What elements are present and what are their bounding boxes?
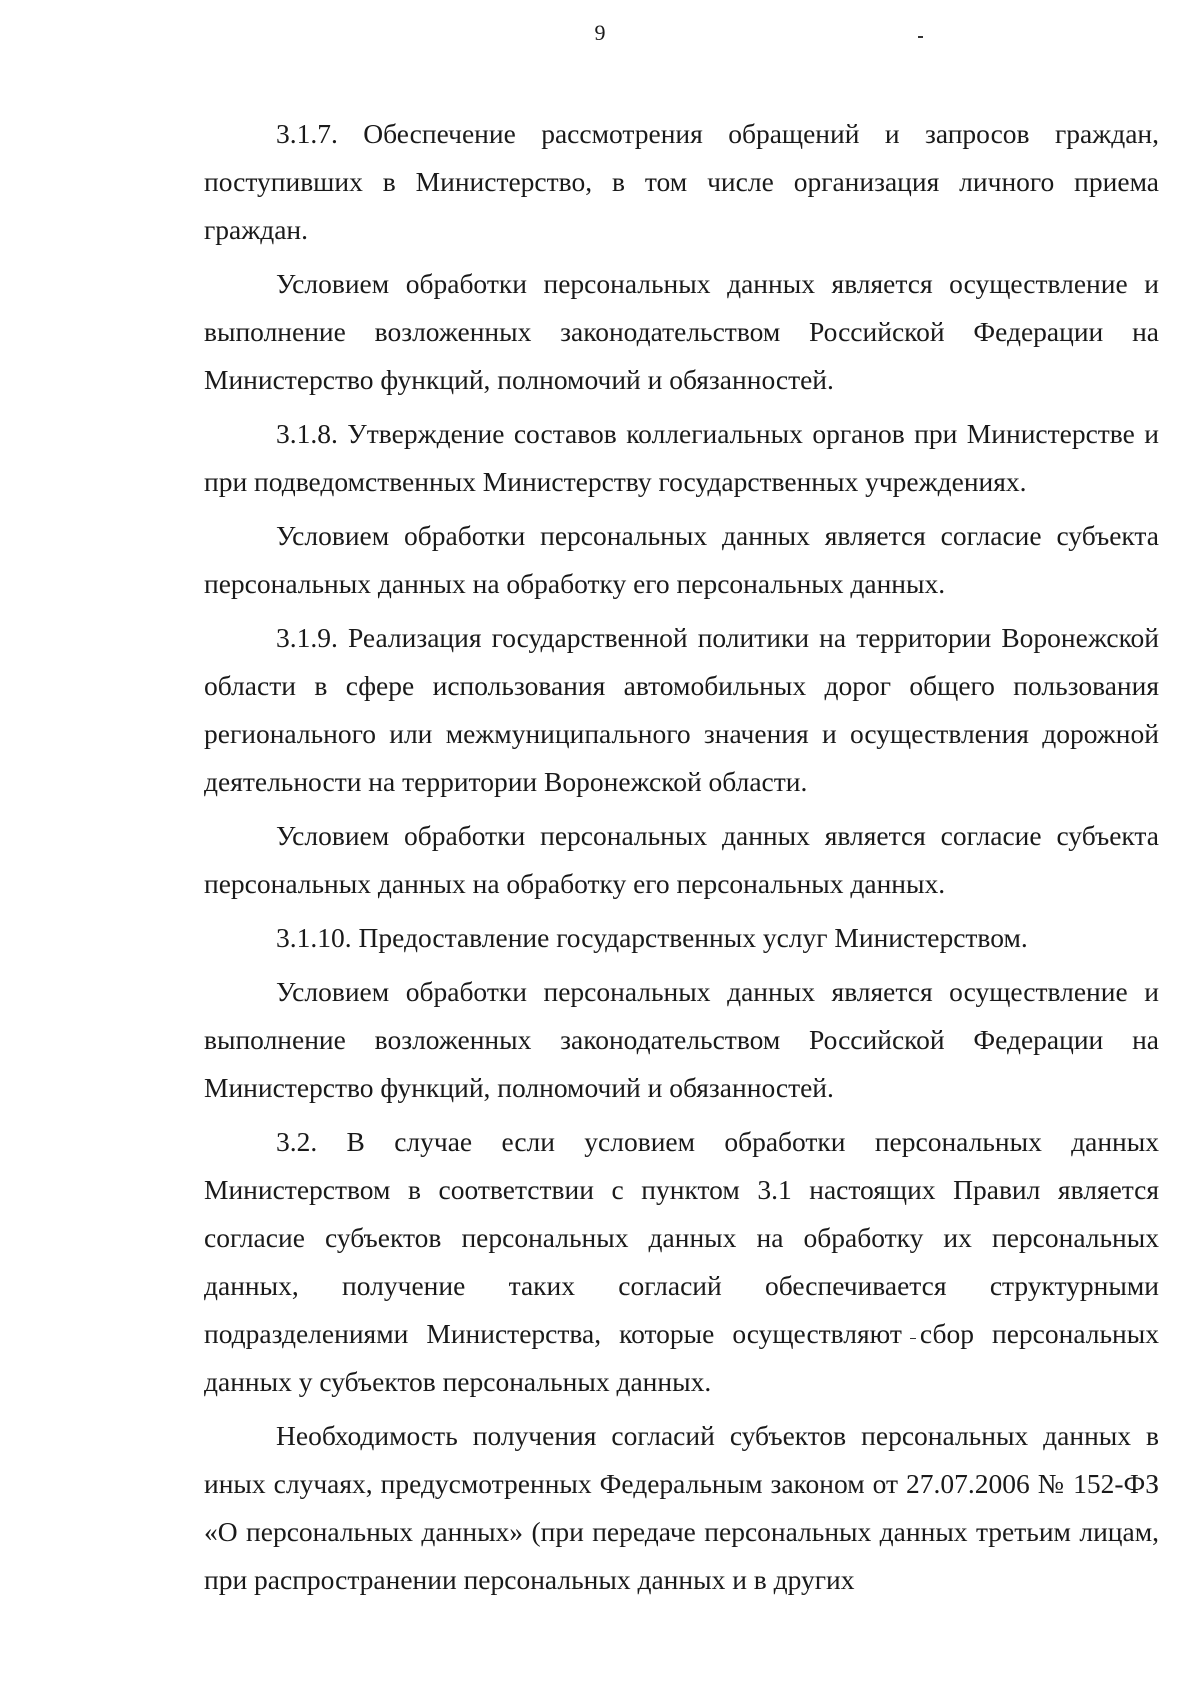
paragraph-3-1-10: 3.1.10. Предоставление государственных услуг Министерством. <box>276 922 1028 953</box>
document-body <box>204 110 1159 1610</box>
paragraph-condition: Условием обработки персональных данных является осуществление и выполнение возложенных законодательством Российской Федерации на Министерство функций, полномочий и обязанностей. <box>204 976 1159 1103</box>
paragraph-3-1-7: 3.1.7. Обеспечение рассмотрения обращений и запросов граждан, поступивших в Министерство, в том числе организация личного приема граждан. <box>204 118 1159 245</box>
paragraph-3-2: 3.2. В случае если условием обработки персональных данных Министерством в соответствии с пунктом 3.1 настоящих Правил является согласие субъектов персональных данных на обработку их персональных данных, получение таких согласий обеспечивается структурными подразделениями Министерства, которые осуществляют сбор персональных данных у субъектов персональных данных. <box>204 1126 1159 1397</box>
scan-speck <box>918 36 923 38</box>
paragraph-condition: Условием обработки персональных данных является осуществление и выполнение возложенных законодательством Российской Федерации на Министерство функций, полномочий и обязанностей. <box>204 268 1159 395</box>
paragraph-3-1-8: 3.1.8. Утверждение составов коллегиальных органов при Министерстве и при подведомственных Министерству государственных учреждениях. <box>204 418 1159 497</box>
paragraph-consent-necessity: Необходимость получения согласий субъектов персональных данных в иных случаях, предусмотренных Федеральным законом от 27.07.2006 № 152-ФЗ «О персональных данных» (при передаче персональных данных третьим лицам, при распространении персональных данных и в других <box>204 1420 1159 1595</box>
paragraph-3-1-9: 3.1.9. Реализация государственной политики на территории Воронежской области в сфере использования автомобильных дорог общего пользования регионального или межмуниципального значения и осуществления дорожной деятельности на территории Воронежской области. <box>204 622 1159 797</box>
page-number: 9 <box>594 20 606 45</box>
paragraph-condition: Условием обработки персональных данных является согласие субъекта персональных данных на обработку его персональных данных. <box>204 520 1159 599</box>
paragraph-condition: Условием обработки персональных данных является согласие субъекта персональных данных на обработку его персональных данных. <box>204 820 1159 899</box>
